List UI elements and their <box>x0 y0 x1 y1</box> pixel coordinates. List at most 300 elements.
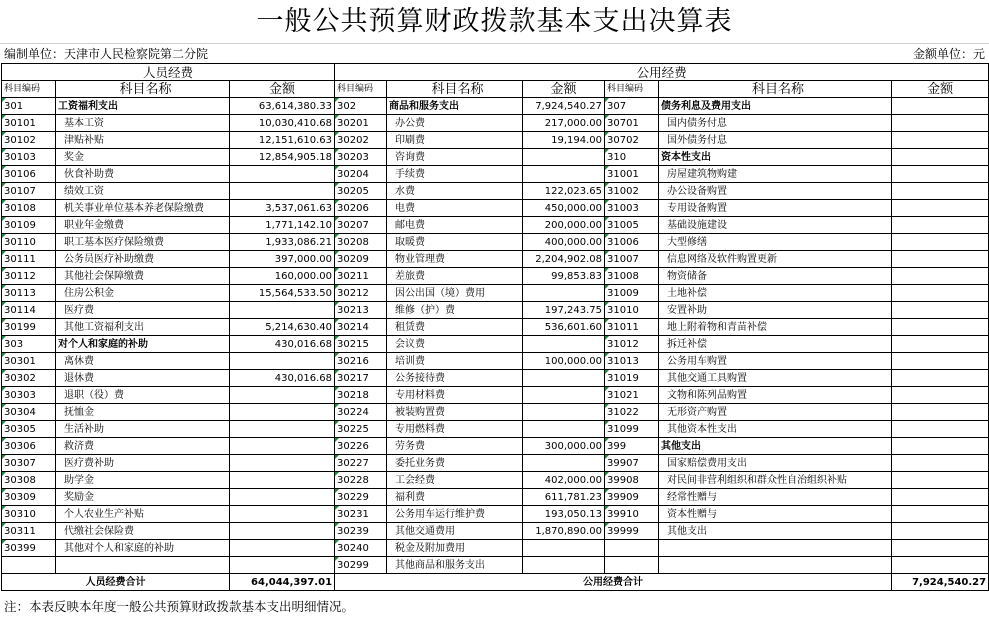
personnel-code-cell: 30304 <box>2 404 56 421</box>
personnel-code-cell: 30108 <box>2 200 56 217</box>
public-b-code-cell: 39909 <box>605 489 659 506</box>
table-row <box>2 489 989 506</box>
table-row <box>2 132 989 149</box>
public-a-name-cell: 维修（护）费 <box>387 302 523 319</box>
public-b-name-cell: 其他交通工具购置 <box>659 370 892 387</box>
public-a-code-cell: 30218 <box>335 387 387 404</box>
public-b-amount-cell <box>892 166 989 183</box>
header-code: 科目编码 <box>335 81 387 98</box>
public-a-code-cell: 30211 <box>335 268 387 285</box>
public-b-amount-cell <box>892 285 989 302</box>
public-a-code-cell: 30216 <box>335 353 387 370</box>
personnel-amount-cell: 3,537,061.63 <box>230 200 335 217</box>
public-b-code-cell: 31003 <box>605 200 659 217</box>
personnel-amount-cell: 10,030,410.68 <box>230 115 335 132</box>
public-b-code-cell: 30701 <box>605 115 659 132</box>
public-b-code-cell <box>605 557 659 574</box>
public-a-name-cell: 电费 <box>387 200 523 217</box>
personnel-amount-cell <box>230 404 335 421</box>
public-b-code-cell: 39910 <box>605 506 659 523</box>
public-b-amount-cell <box>892 98 989 115</box>
public-b-amount-cell <box>892 336 989 353</box>
compiling-unit: 编制单位：天津市人民检察院第二分院 <box>4 47 209 61</box>
personnel-name-cell: 个人农业生产补贴 <box>56 506 230 523</box>
public-b-code-cell: 31021 <box>605 387 659 404</box>
public-a-name-cell: 差旅费 <box>387 268 523 285</box>
public-b-code-cell: 31007 <box>605 251 659 268</box>
public-a-amount-cell: 1,870,890.00 <box>523 523 605 540</box>
personnel-code-cell: 30303 <box>2 387 56 404</box>
public-a-name-cell: 税金及附加费用 <box>387 540 523 557</box>
public-a-code-cell: 30215 <box>335 336 387 353</box>
table-row <box>2 421 989 438</box>
public-b-code-cell: 307 <box>605 98 659 115</box>
public-a-code-cell: 30208 <box>335 234 387 251</box>
personnel-name-cell: 退职（役）费 <box>56 387 230 404</box>
public-a-amount-cell: 200,000.00 <box>523 217 605 234</box>
public-b-name-cell: 文物和陈列品购置 <box>659 387 892 404</box>
public-b-code-cell: 31008 <box>605 268 659 285</box>
public-a-code-cell: 30226 <box>335 438 387 455</box>
table-row <box>2 115 989 132</box>
public-b-name-cell: 资本性支出 <box>659 149 892 166</box>
public-a-code-cell: 30228 <box>335 472 387 489</box>
table-row <box>2 540 989 557</box>
table-row <box>2 302 989 319</box>
public-b-name-cell: 大型修缮 <box>659 234 892 251</box>
public-a-name-cell: 劳务费 <box>387 438 523 455</box>
personnel-code-cell: 30112 <box>2 268 56 285</box>
personnel-code-cell: 30114 <box>2 302 56 319</box>
public-a-name-cell: 办公费 <box>387 115 523 132</box>
personnel-amount-cell: 1,933,086.21 <box>230 234 335 251</box>
public-a-name-cell: 因公出国（境）费用 <box>387 285 523 302</box>
public-a-amount-cell <box>523 557 605 574</box>
personnel-name-cell: 工资福利支出 <box>56 98 230 115</box>
public-a-amount-cell <box>523 285 605 302</box>
public-a-amount-cell <box>523 149 605 166</box>
public-b-code-cell: 31011 <box>605 319 659 336</box>
public-b-name-cell: 其他支出 <box>659 523 892 540</box>
public-b-name-cell: 办公设备购置 <box>659 183 892 200</box>
public-b-name-cell: 经常性赠与 <box>659 489 892 506</box>
public-a-name-cell: 会议费 <box>387 336 523 353</box>
personnel-amount-cell <box>230 540 335 557</box>
public-a-code-cell: 30239 <box>335 523 387 540</box>
personnel-amount-cell: 12,854,905.18 <box>230 149 335 166</box>
personnel-name-cell: 退休费 <box>56 370 230 387</box>
table-row <box>2 523 989 540</box>
public-a-name-cell: 租赁费 <box>387 319 523 336</box>
personnel-amount-cell: 397,000.00 <box>230 251 335 268</box>
public-b-amount-cell <box>892 183 989 200</box>
table-row <box>2 404 989 421</box>
personnel-name-cell: 其他工资福利支出 <box>56 319 230 336</box>
header-name: 科目名称 <box>387 81 523 98</box>
public-b-amount-cell <box>892 438 989 455</box>
personnel-code-cell: 30103 <box>2 149 56 166</box>
personnel-code-cell: 303 <box>2 336 56 353</box>
public-a-name-cell: 咨询费 <box>387 149 523 166</box>
public-a-name-cell: 工会经费 <box>387 472 523 489</box>
footnote: 注：本表反映本年度一般公共预算财政拨款基本支出明细情况。 <box>4 599 355 614</box>
personnel-name-cell: 机关事业单位基本养老保险缴费 <box>56 200 230 217</box>
public-a-name-cell: 水费 <box>387 183 523 200</box>
personnel-amount-cell: 5,214,630.40 <box>230 319 335 336</box>
personnel-amount-cell: 430,016.68 <box>230 370 335 387</box>
header-amount: 金额 <box>230 81 335 98</box>
public-b-code-cell: 39907 <box>605 455 659 472</box>
personnel-amount-cell <box>230 183 335 200</box>
public-a-name-cell: 其他商品和服务支出 <box>387 557 523 574</box>
public-a-code-cell: 30201 <box>335 115 387 132</box>
personnel-name-cell <box>56 557 230 574</box>
personnel-name-cell: 津贴补贴 <box>56 132 230 149</box>
public-b-amount-cell <box>892 302 989 319</box>
header-code: 科目编码 <box>605 81 659 98</box>
public-b-amount-cell <box>892 455 989 472</box>
public-b-code-cell: 31006 <box>605 234 659 251</box>
public-b-name-cell: 国外债务付息 <box>659 132 892 149</box>
public-a-code-cell: 30207 <box>335 217 387 234</box>
personnel-name-cell: 绩效工资 <box>56 183 230 200</box>
public-b-name-cell: 基础设施建设 <box>659 217 892 234</box>
personnel-code-cell: 30199 <box>2 319 56 336</box>
personnel-code-cell: 30301 <box>2 353 56 370</box>
public-a-amount-cell <box>523 404 605 421</box>
personnel-amount-cell <box>230 506 335 523</box>
public-a-code-cell: 30203 <box>335 149 387 166</box>
personnel-amount-cell: 1,771,142.10 <box>230 217 335 234</box>
personnel-code-cell: 30106 <box>2 166 56 183</box>
public-a-amount-cell: 450,000.00 <box>523 200 605 217</box>
table-row <box>2 166 989 183</box>
public-a-amount-cell: 536,601.60 <box>523 319 605 336</box>
public-b-code-cell: 31012 <box>605 336 659 353</box>
public-a-name-cell: 委托业务费 <box>387 455 523 472</box>
personnel-name-cell: 职工基本医疗保险缴费 <box>56 234 230 251</box>
personnel-name-cell: 基本工资 <box>56 115 230 132</box>
public-b-amount-cell <box>892 268 989 285</box>
personnel-amount-cell <box>230 557 335 574</box>
public-b-name-cell <box>659 540 892 557</box>
personnel-code-cell: 30308 <box>2 472 56 489</box>
public-b-name-cell: 对民间非营利组织和群众性自治组织补贴 <box>659 472 892 489</box>
personnel-name-cell: 职业年金缴费 <box>56 217 230 234</box>
public-b-name-cell: 其他支出 <box>659 438 892 455</box>
public-a-amount-cell: 300,000.00 <box>523 438 605 455</box>
public-a-code-cell: 30224 <box>335 404 387 421</box>
personnel-name-cell: 医疗费补助 <box>56 455 230 472</box>
public-b-code-cell: 310 <box>605 149 659 166</box>
public-a-name-cell: 其他交通费用 <box>387 523 523 540</box>
public-a-code-cell: 30206 <box>335 200 387 217</box>
public-a-code-cell: 30240 <box>335 540 387 557</box>
public-b-amount-cell <box>892 149 989 166</box>
public-b-amount-cell <box>892 404 989 421</box>
personnel-code-cell: 30310 <box>2 506 56 523</box>
header-name: 科目名称 <box>659 81 892 98</box>
public-a-code-cell: 30225 <box>335 421 387 438</box>
personnel-name-cell: 救济费 <box>56 438 230 455</box>
header-name: 科目名称 <box>56 81 230 98</box>
public-a-name-cell: 取暖费 <box>387 234 523 251</box>
table-row <box>2 506 989 523</box>
public-a-name-cell: 邮电费 <box>387 217 523 234</box>
public-b-amount-cell <box>892 200 989 217</box>
public-b-amount-cell <box>892 353 989 370</box>
personnel-code-cell: 30302 <box>2 370 56 387</box>
personnel-amount-cell: 12,151,610.63 <box>230 132 335 149</box>
public-b-code-cell: 31099 <box>605 421 659 438</box>
public-a-amount-cell <box>523 336 605 353</box>
public-b-amount-cell <box>892 234 989 251</box>
section-public: 公用经费 <box>335 64 989 81</box>
public-b-amount-cell <box>892 370 989 387</box>
table-row <box>2 387 989 404</box>
public-a-amount-cell: 611,781.23 <box>523 489 605 506</box>
personnel-code-cell: 30399 <box>2 540 56 557</box>
personnel-name-cell: 公务员医疗补助缴费 <box>56 251 230 268</box>
public-a-code-cell: 30202 <box>335 132 387 149</box>
public-a-code-cell: 30229 <box>335 489 387 506</box>
table-row <box>2 336 989 353</box>
public-a-amount-cell: 402,000.00 <box>523 472 605 489</box>
table-row <box>2 217 989 234</box>
public-b-amount-cell <box>892 472 989 489</box>
public-a-amount-cell <box>523 370 605 387</box>
table-row <box>2 98 989 115</box>
table-row <box>2 183 989 200</box>
public-b-amount-cell <box>892 421 989 438</box>
public-b-amount-cell <box>892 217 989 234</box>
personnel-name-cell: 生活补助 <box>56 421 230 438</box>
personnel-code-cell: 30311 <box>2 523 56 540</box>
public-b-name-cell: 资本性赠与 <box>659 506 892 523</box>
page-title: 一般公共预算财政拨款基本支出决算表 <box>0 0 989 44</box>
personnel-name-cell: 奖励金 <box>56 489 230 506</box>
public-b-name-cell: 国内债务付息 <box>659 115 892 132</box>
personnel-code-cell: 30113 <box>2 285 56 302</box>
public-b-name-cell <box>659 557 892 574</box>
public-b-name-cell: 公务用车购置 <box>659 353 892 370</box>
public-a-name-cell: 公务用车运行维护费 <box>387 506 523 523</box>
public-b-code-cell: 399 <box>605 438 659 455</box>
personnel-name-cell: 住房公积金 <box>56 285 230 302</box>
public-a-name-cell: 专用材料费 <box>387 387 523 404</box>
table-row <box>2 438 989 455</box>
personnel-amount-cell <box>230 438 335 455</box>
public-a-name-cell: 专用燃料费 <box>387 421 523 438</box>
public-b-amount-cell <box>892 540 989 557</box>
personnel-amount-cell <box>230 489 335 506</box>
public-a-amount-cell: 193,050.13 <box>523 506 605 523</box>
personnel-name-cell: 代缴社会保险费 <box>56 523 230 540</box>
public-b-amount-cell <box>892 319 989 336</box>
public-a-code-cell: 30213 <box>335 302 387 319</box>
public-b-code-cell: 31009 <box>605 285 659 302</box>
public-b-amount-cell <box>892 387 989 404</box>
personnel-code-cell: 30109 <box>2 217 56 234</box>
public-a-amount-cell: 100,000.00 <box>523 353 605 370</box>
public-a-code-cell: 30204 <box>335 166 387 183</box>
public-a-name-cell: 物业管理费 <box>387 251 523 268</box>
personnel-name-cell: 医疗费 <box>56 302 230 319</box>
personnel-name-cell: 离休费 <box>56 353 230 370</box>
public-b-name-cell: 其他资本性支出 <box>659 421 892 438</box>
public-b-amount-cell <box>892 506 989 523</box>
public-total-label: 公用经费合计 <box>335 574 892 591</box>
public-b-amount-cell <box>892 115 989 132</box>
public-a-amount-cell: 122,023.65 <box>523 183 605 200</box>
public-a-amount-cell: 217,000.00 <box>523 115 605 132</box>
table-row <box>2 557 989 574</box>
personnel-code-cell <box>2 557 56 574</box>
public-b-amount-cell <box>892 557 989 574</box>
personnel-code-cell: 30102 <box>2 132 56 149</box>
table-row <box>2 472 989 489</box>
public-a-code-cell: 302 <box>335 98 387 115</box>
public-b-amount-cell <box>892 251 989 268</box>
personnel-amount-cell <box>230 421 335 438</box>
table-row <box>2 251 989 268</box>
public-a-name-cell: 商品和服务支出 <box>387 98 523 115</box>
public-a-name-cell: 福利费 <box>387 489 523 506</box>
amount-unit: 金额单位：元 <box>912 47 985 61</box>
personnel-code-cell: 30307 <box>2 455 56 472</box>
public-b-name-cell: 安置补助 <box>659 302 892 319</box>
public-a-code-cell: 30209 <box>335 251 387 268</box>
public-b-name-cell: 房屋建筑物购建 <box>659 166 892 183</box>
public-a-name-cell: 培训费 <box>387 353 523 370</box>
table-row <box>2 200 989 217</box>
public-a-name-cell: 公务接待费 <box>387 370 523 387</box>
personnel-amount-cell: 430,016.68 <box>230 336 335 353</box>
public-a-amount-cell: 400,000.00 <box>523 234 605 251</box>
public-a-amount-cell <box>523 166 605 183</box>
public-b-name-cell: 信息网络及软件购置更新 <box>659 251 892 268</box>
public-b-code-cell: 31019 <box>605 370 659 387</box>
public-b-name-cell: 拆迁补偿 <box>659 336 892 353</box>
personnel-amount-cell <box>230 387 335 404</box>
public-a-amount-cell <box>523 455 605 472</box>
public-a-name-cell: 被装购置费 <box>387 404 523 421</box>
public-a-code-cell: 30205 <box>335 183 387 200</box>
personnel-name-cell: 助学金 <box>56 472 230 489</box>
public-b-code-cell: 39999 <box>605 523 659 540</box>
public-b-code-cell: 39908 <box>605 472 659 489</box>
public-a-code-cell: 30217 <box>335 370 387 387</box>
personnel-code-cell: 30305 <box>2 421 56 438</box>
public-a-amount-cell: 19,194.00 <box>523 132 605 149</box>
table-row <box>2 285 989 302</box>
personnel-code-cell: 30110 <box>2 234 56 251</box>
personnel-code-cell: 30111 <box>2 251 56 268</box>
public-b-name-cell: 专用设备购置 <box>659 200 892 217</box>
personnel-name-cell: 伙食补助费 <box>56 166 230 183</box>
personnel-total-amount: 64,044,397.01 <box>230 574 335 591</box>
personnel-code-cell: 30306 <box>2 438 56 455</box>
personnel-name-cell: 抚恤金 <box>56 404 230 421</box>
public-a-amount-cell <box>523 387 605 404</box>
table-row <box>2 370 989 387</box>
personnel-name-cell: 对个人和家庭的补助 <box>56 336 230 353</box>
public-b-code-cell: 31010 <box>605 302 659 319</box>
personnel-amount-cell: 160,000.00 <box>230 268 335 285</box>
public-a-code-cell: 30214 <box>335 319 387 336</box>
personnel-name-cell: 奖金 <box>56 149 230 166</box>
personnel-name-cell: 其他社会保障缴费 <box>56 268 230 285</box>
public-b-name-cell: 债务利息及费用支出 <box>659 98 892 115</box>
personnel-amount-cell: 63,614,380.33 <box>230 98 335 115</box>
public-b-code-cell <box>605 540 659 557</box>
personnel-amount-cell <box>230 472 335 489</box>
personnel-amount-cell <box>230 166 335 183</box>
header-code: 科目编码 <box>2 81 56 98</box>
public-b-code-cell: 31002 <box>605 183 659 200</box>
public-b-name-cell: 土地补偿 <box>659 285 892 302</box>
public-total-amount: 7,924,540.27 <box>892 574 989 591</box>
public-a-code-cell: 30227 <box>335 455 387 472</box>
expenditure-table <box>1 63 989 591</box>
public-b-code-cell: 31005 <box>605 217 659 234</box>
section-personnel: 人员经费 <box>2 64 335 81</box>
personnel-code-cell: 30309 <box>2 489 56 506</box>
table-row <box>2 149 989 166</box>
public-a-amount-cell <box>523 540 605 557</box>
public-a-amount-cell: 197,243.75 <box>523 302 605 319</box>
table-row <box>2 353 989 370</box>
public-b-code-cell: 31001 <box>605 166 659 183</box>
public-a-name-cell: 印刷费 <box>387 132 523 149</box>
table-row <box>2 234 989 251</box>
public-a-code-cell: 30299 <box>335 557 387 574</box>
personnel-amount-cell <box>230 523 335 540</box>
public-a-code-cell: 30212 <box>335 285 387 302</box>
table-row <box>2 455 989 472</box>
personnel-amount-cell <box>230 455 335 472</box>
personnel-amount-cell <box>230 353 335 370</box>
public-b-name-cell: 地上附着物和青苗补偿 <box>659 319 892 336</box>
header-amount: 金额 <box>892 81 989 98</box>
public-a-amount-cell: 2,204,902.08 <box>523 251 605 268</box>
table-row <box>2 319 989 336</box>
personnel-code-cell: 30107 <box>2 183 56 200</box>
public-a-amount-cell: 7,924,540.27 <box>523 98 605 115</box>
personnel-code-cell: 30101 <box>2 115 56 132</box>
personnel-code-cell: 301 <box>2 98 56 115</box>
public-b-amount-cell <box>892 132 989 149</box>
table-row <box>2 268 989 285</box>
public-b-code-cell: 31022 <box>605 404 659 421</box>
public-b-code-cell: 31013 <box>605 353 659 370</box>
public-a-amount-cell <box>523 421 605 438</box>
personnel-total-label: 人员经费合计 <box>2 574 230 591</box>
public-b-amount-cell <box>892 489 989 506</box>
public-a-amount-cell: 99,853.83 <box>523 268 605 285</box>
public-b-name-cell: 无形资产购置 <box>659 404 892 421</box>
public-a-name-cell: 手续费 <box>387 166 523 183</box>
personnel-name-cell: 其他对个人和家庭的补助 <box>56 540 230 557</box>
personnel-amount-cell: 15,564,533.50 <box>230 285 335 302</box>
personnel-amount-cell <box>230 302 335 319</box>
public-b-name-cell: 物资储备 <box>659 268 892 285</box>
public-b-name-cell: 国家赔偿费用支出 <box>659 455 892 472</box>
public-b-code-cell: 30702 <box>605 132 659 149</box>
header-amount: 金额 <box>523 81 605 98</box>
public-b-amount-cell <box>892 523 989 540</box>
public-a-code-cell: 30231 <box>335 506 387 523</box>
